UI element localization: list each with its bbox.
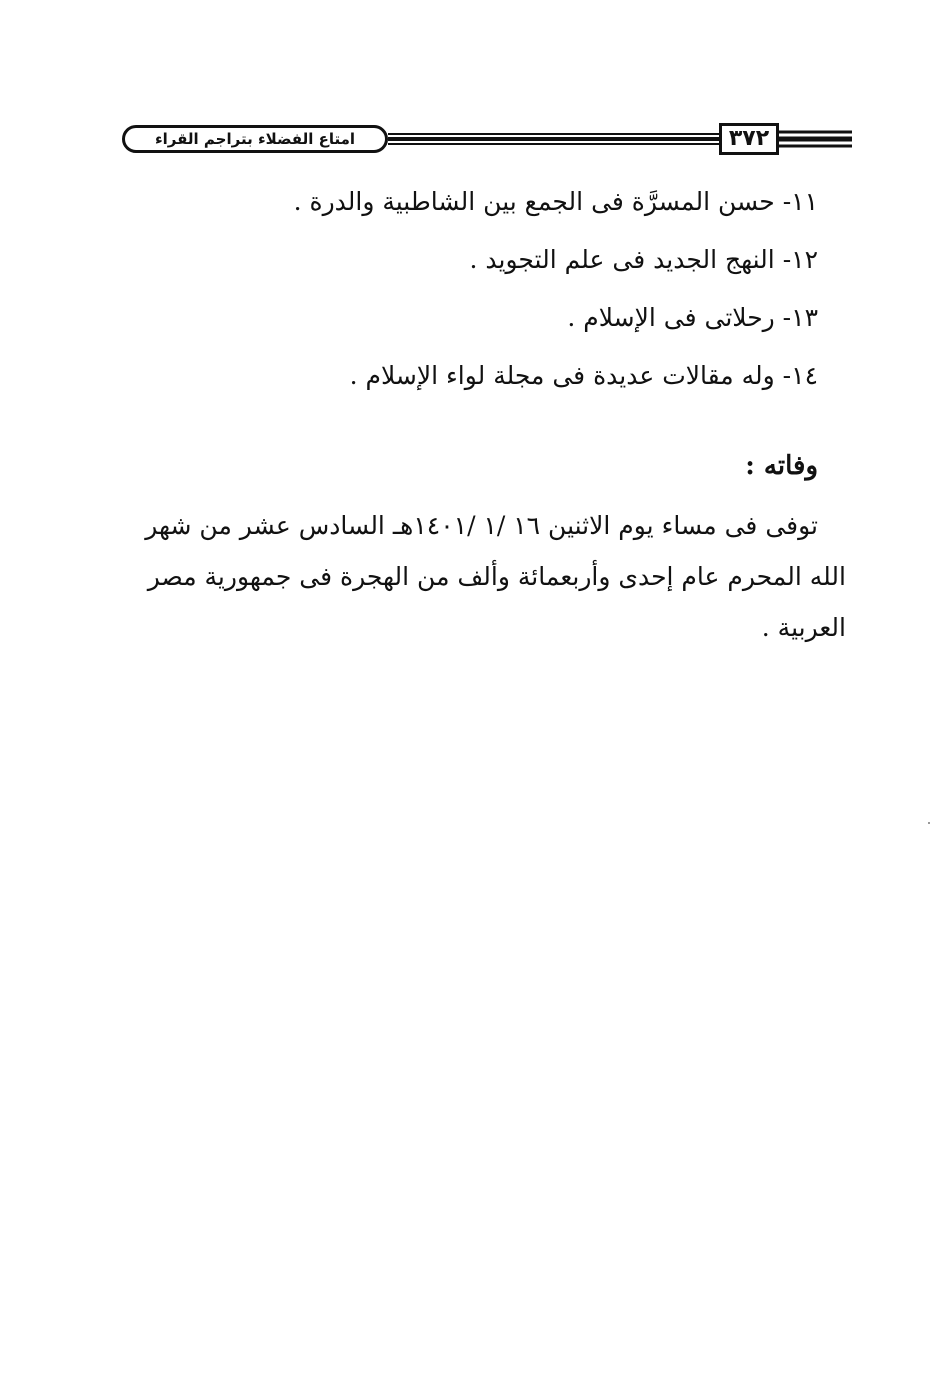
paragraph-line: العربية . [761, 613, 846, 642]
book-title: امتاع الفضلاء بتراجم القراء [122, 125, 388, 153]
page-header [118, 120, 852, 160]
list-item: ١٢- النهج الجديد فى علم التجويد . [469, 245, 818, 274]
death-paragraph [134, 500, 846, 653]
paragraph-line: الله المحرم عام إحدى وأربعمائة وألف من الهجرة فى جمهورية مصر [147, 562, 846, 591]
list-item: ١١- حسن المسرَّة فى الجمع بين الشاطبية والدرة . [293, 187, 818, 216]
page-number: ٣٧٢ [719, 123, 779, 155]
scan-speck [928, 822, 930, 824]
section-heading: وفاته : [745, 451, 818, 481]
list-item: ١٤- وله مقالات عديدة فى مجلة لواء الإسلام . [349, 361, 818, 390]
works-list [218, 180, 818, 412]
paragraph-line: توفى فى مساء يوم الاثنين ١٦ /١ /١٤٠١هـ السادس عشر من شهر [145, 511, 818, 540]
list-item: ١٣- رحلاتى فى الإسلام . [567, 303, 818, 332]
